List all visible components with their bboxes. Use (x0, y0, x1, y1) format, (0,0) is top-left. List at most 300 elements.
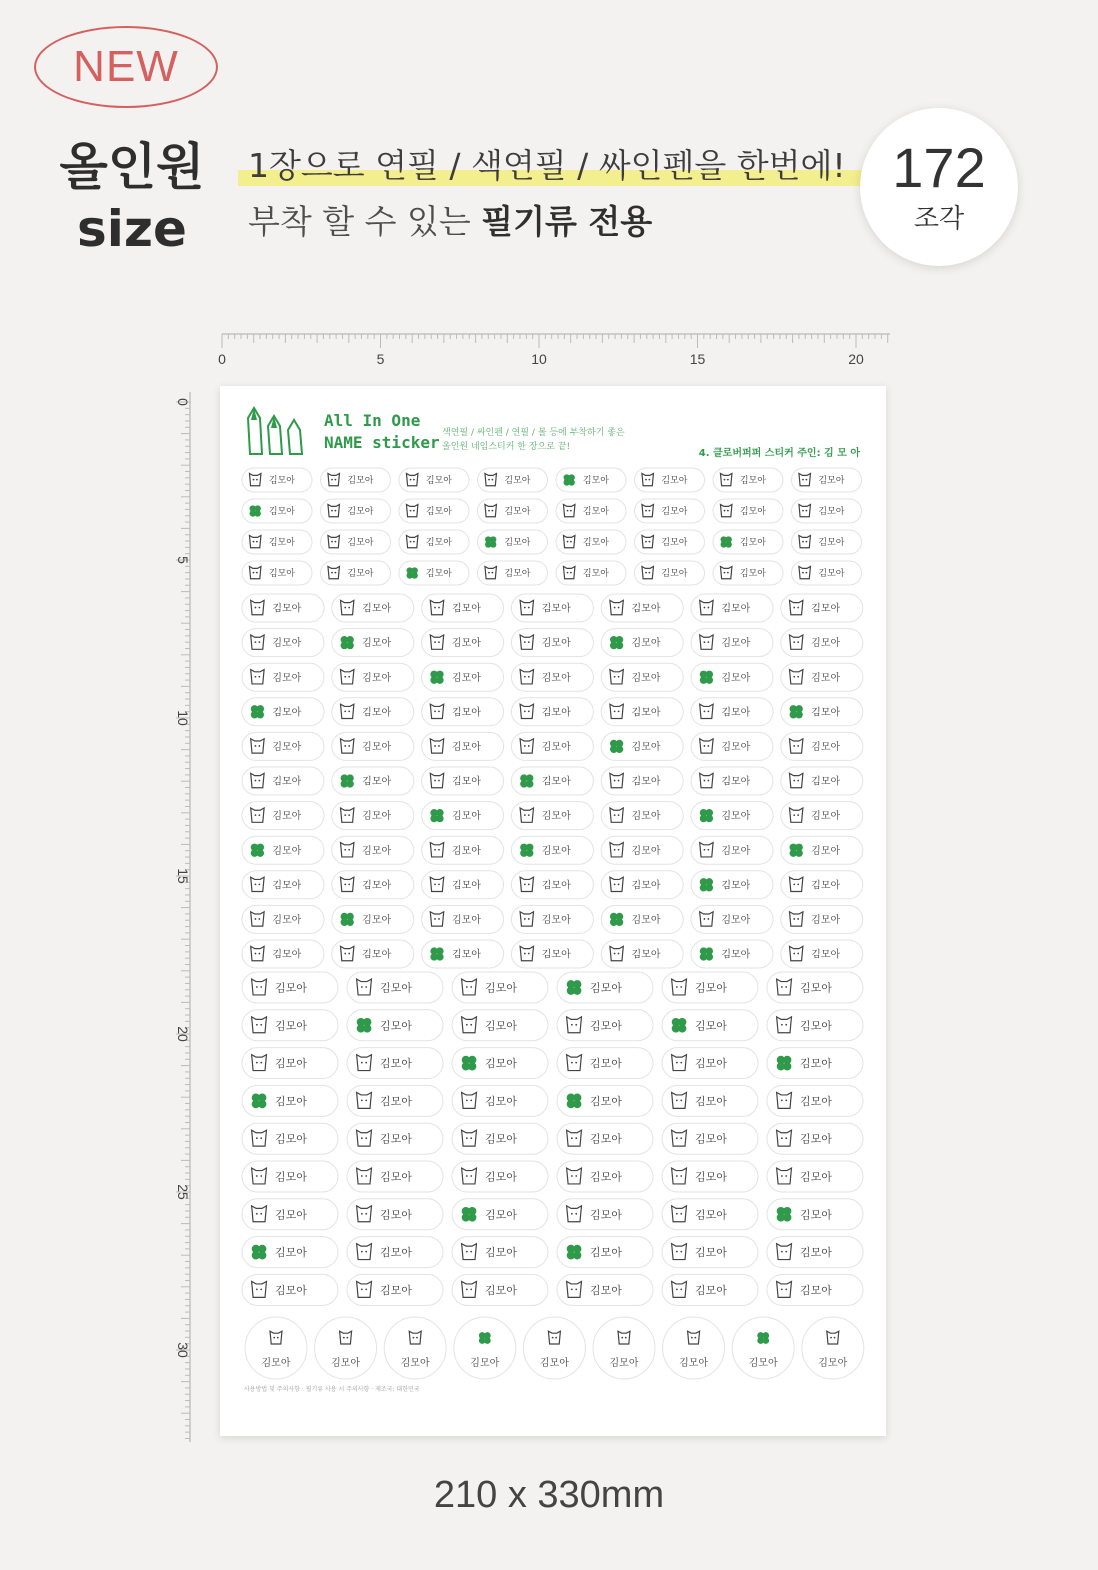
ruler-label: 0 (175, 398, 191, 406)
name-sticker (242, 1048, 338, 1079)
sticker-name-label: 김모아 (541, 707, 571, 719)
sticker-name-label: 김모아 (631, 603, 661, 615)
sticker-name-label: 김모아 (451, 742, 481, 753)
name-sticker (332, 698, 414, 726)
name-sticker (511, 698, 593, 726)
sticker-name-label: 김모아 (799, 1246, 832, 1260)
round-name-sticker (454, 1317, 516, 1379)
name-sticker (452, 1274, 548, 1305)
name-sticker (422, 802, 504, 830)
sticker-name-label: 김모아 (541, 638, 571, 650)
name-sticker (662, 972, 758, 1003)
sticker-name-label: 김모아 (268, 538, 295, 549)
sticker-name-label: 김모아 (541, 672, 571, 684)
sticker-name-label: 김모아 (272, 672, 302, 684)
name-sticker (781, 802, 863, 830)
name-sticker (422, 836, 504, 864)
sticker-name-label: 김모아 (799, 1057, 832, 1071)
name-sticker (242, 499, 312, 523)
name-sticker (242, 767, 324, 795)
name-sticker (242, 732, 324, 760)
sticker-name-label: 김모아 (451, 915, 481, 926)
name-sticker (557, 1010, 653, 1041)
sticker-name-label: 김모아 (661, 476, 688, 487)
name-sticker (242, 905, 324, 933)
sticker-name-label: 김모아 (799, 1094, 832, 1108)
name-sticker (792, 530, 862, 554)
sticker-name-label: 김모아 (268, 507, 295, 518)
sticker-name-label: 김모아 (272, 776, 302, 788)
sheet-footer-text: 사용방법 및 주의사항 · 필기류 사용 시 주의사항 · 제조국: 대한민국 (244, 1386, 420, 1393)
name-sticker (347, 972, 443, 1003)
sticker-name-label: 김모아 (451, 880, 481, 892)
size-heading-line1: 올인원 (59, 138, 205, 196)
name-sticker (781, 940, 863, 968)
round-name-sticker (732, 1317, 794, 1379)
name-sticker (767, 1237, 863, 1268)
name-sticker (662, 1085, 758, 1116)
name-sticker (601, 594, 683, 622)
name-sticker (242, 972, 338, 1003)
sticker-name-label: 김모아 (272, 638, 302, 650)
sticker-name-label: 김모아 (268, 476, 295, 487)
sticker-name-label: 김모아 (504, 569, 531, 580)
name-sticker (691, 905, 773, 933)
sticker-name-label: 김모아 (721, 603, 751, 615)
sticker-name-label: 김모아 (484, 1132, 517, 1146)
name-sticker (321, 499, 391, 523)
round-name-sticker (384, 1317, 446, 1379)
name-sticker (557, 972, 653, 1003)
sticker-name-label: 김모아 (541, 603, 571, 615)
sticker-name-label: 김모아 (274, 1057, 307, 1071)
sticker-name-label: 김모아 (631, 845, 661, 857)
ruler-label: 15 (689, 351, 706, 367)
name-sticker (242, 629, 324, 657)
tagline-line1 (248, 140, 846, 187)
sticker-name-label: 김모아 (362, 742, 392, 753)
name-sticker (635, 499, 705, 523)
name-sticker (511, 905, 593, 933)
name-sticker (557, 1161, 653, 1192)
sticker-name-label: 김모아 (379, 981, 412, 995)
name-sticker (601, 629, 683, 657)
sticker-name-label: 김모아 (799, 981, 832, 995)
sticker-name-label: 김모아 (274, 1132, 307, 1146)
name-sticker (478, 468, 548, 492)
name-sticker (691, 940, 773, 968)
sheet-subtitle-line1: 색연필 / 싸인펜 / 연필 / 볼 등에 부착하기 좋은 (442, 428, 625, 438)
sticker-name-label: 김모아 (694, 1208, 727, 1222)
sticker-name-label: 김모아 (484, 1246, 517, 1260)
sticker-name-label: 김모아 (589, 1019, 622, 1033)
tagline-line2-prefix: 부착 할 수 있는 (248, 202, 482, 241)
name-sticker (662, 1199, 758, 1230)
sheet-owner-caption: 4. 클로버퍼퍼 스티커 주인: 김 모 아 (698, 448, 860, 459)
sticker-name-label: 김모아 (362, 638, 392, 650)
name-sticker (713, 499, 783, 523)
piece-count-badge (860, 108, 1018, 266)
sticker-name-label: 김모아 (721, 776, 751, 788)
sticker-name-label: 김모아 (811, 603, 841, 615)
sticker-name-label: 김모아 (274, 1094, 307, 1108)
sticker-name-label: 김모아 (694, 1283, 727, 1297)
sticker-name-label: 김모아 (811, 672, 841, 684)
name-sticker (452, 1048, 548, 1079)
name-sticker (347, 1048, 443, 1079)
name-sticker (767, 1199, 863, 1230)
name-sticker (792, 499, 862, 523)
horizontal-ruler (218, 330, 894, 374)
name-sticker (691, 871, 773, 899)
name-sticker (452, 1199, 548, 1230)
name-sticker (767, 1123, 863, 1154)
sticker-name-label: 김모아 (799, 1132, 832, 1146)
sticker-name-label: 김모아 (694, 1246, 727, 1260)
sticker-name-label: 김모아 (631, 672, 661, 684)
name-sticker (332, 663, 414, 691)
name-sticker (601, 802, 683, 830)
name-sticker (767, 972, 863, 1003)
sticker-name-label: 김모아 (272, 845, 302, 857)
sticker-name-label: 김모아 (799, 1208, 832, 1222)
name-sticker (242, 940, 324, 968)
round-name-sticker (315, 1317, 377, 1379)
name-sticker (662, 1237, 758, 1268)
round-name-sticker (802, 1317, 864, 1379)
name-sticker (662, 1123, 758, 1154)
name-sticker (511, 871, 593, 899)
sticker-name-label: 김모아 (347, 538, 374, 549)
name-sticker (713, 468, 783, 492)
name-sticker (781, 732, 863, 760)
name-sticker (557, 1085, 653, 1116)
name-sticker (332, 594, 414, 622)
ruler-label: 25 (175, 1184, 191, 1200)
name-sticker (792, 468, 862, 492)
sticker-name-label: 김모아 (541, 776, 571, 788)
sticker-name-label: 김모아 (721, 880, 751, 892)
name-sticker (511, 594, 593, 622)
name-sticker (422, 663, 504, 691)
sticker-name-label: 김모아 (362, 603, 392, 615)
name-sticker (422, 767, 504, 795)
ruler-label: 0 (218, 351, 226, 367)
sticker-name-label: 김모아 (362, 880, 392, 892)
sticker-name-label: 김모아 (721, 742, 751, 753)
ruler-label: 30 (175, 1342, 191, 1358)
sticker-name-label: 김모아 (582, 507, 609, 518)
sticker-name-label: 김모아 (272, 811, 302, 823)
sticker-name-label: 김모아 (379, 1019, 412, 1033)
sticker-name-label: 김모아 (589, 1094, 622, 1108)
name-sticker (242, 802, 324, 830)
sticker-name-label: 김모아 (721, 949, 751, 961)
name-sticker (332, 940, 414, 968)
sticker-name-label: 김모아 (721, 672, 751, 684)
name-sticker (601, 940, 683, 968)
ruler-label: 15 (175, 868, 191, 884)
name-sticker (635, 561, 705, 585)
name-sticker (321, 468, 391, 492)
sticker-name-label: 김모아 (541, 845, 571, 857)
name-sticker (347, 1161, 443, 1192)
name-sticker (332, 802, 414, 830)
name-sticker (242, 1237, 338, 1268)
sticker-name-label: 김모아 (818, 538, 845, 549)
name-sticker (792, 561, 862, 585)
sticker-name-label: 김모아 (274, 1170, 307, 1184)
sticker-name-label: 김모아 (818, 569, 845, 580)
sticker-name-label: 김모아 (811, 811, 841, 823)
sticker-name-label: 김모아 (631, 880, 661, 892)
name-sticker (242, 698, 324, 726)
sticker-name-label: 김모아 (274, 1019, 307, 1033)
sticker-name-label: 김모아 (484, 1283, 517, 1297)
sticker-name-label: 김모아 (451, 776, 481, 788)
ruler-label: 20 (848, 351, 864, 367)
sticker-name-label: 김모아 (694, 1019, 727, 1033)
name-sticker (781, 767, 863, 795)
size-heading-line2: size (77, 200, 187, 258)
sticker-name-label: 김모아 (504, 538, 531, 549)
sticker-name-label: 김모아 (589, 1246, 622, 1260)
name-sticker (767, 1085, 863, 1116)
sticker-name-label: 김모아 (631, 776, 661, 788)
name-sticker (556, 530, 626, 554)
name-sticker (601, 663, 683, 691)
name-sticker (242, 594, 324, 622)
sticker-name-label: 김모아 (362, 776, 392, 788)
name-sticker (511, 629, 593, 657)
sticker-name-label: 김모아 (451, 811, 481, 823)
name-sticker (601, 767, 683, 795)
sticker-name-label: 김모아 (451, 949, 481, 961)
name-sticker (452, 1085, 548, 1116)
sticker-name-label: 김모아 (274, 1246, 307, 1260)
size-heading (52, 136, 212, 260)
name-sticker (691, 629, 773, 657)
name-sticker (452, 972, 548, 1003)
round-name-sticker (523, 1317, 585, 1379)
round-name-sticker (593, 1317, 655, 1379)
sticker-name-label: 김모아 (274, 1208, 307, 1222)
sticker-name-label: 김모아 (739, 569, 766, 580)
sticker-name-label: 김모아 (818, 507, 845, 518)
name-sticker (557, 1199, 653, 1230)
sticker-name-label: 김모아 (799, 1019, 832, 1033)
sticker-name-label: 김모아 (484, 1019, 517, 1033)
sticker-sheet (220, 386, 886, 1436)
sticker-name-label: 김모아 (470, 1358, 500, 1369)
round-name-sticker (245, 1317, 307, 1379)
sticker-name-label: 김모아 (541, 742, 571, 753)
sticker-name-label: 김모아 (425, 476, 452, 487)
name-sticker (347, 1237, 443, 1268)
name-sticker (557, 1274, 653, 1305)
sticker-name-label: 김모아 (425, 507, 452, 518)
name-sticker (242, 871, 324, 899)
sticker-name-label: 김모아 (582, 476, 609, 487)
sticker-name-label: 김모아 (504, 507, 531, 518)
sticker-name-label: 김모아 (609, 1358, 639, 1369)
name-sticker (347, 1274, 443, 1305)
sticker-name-label: 김모아 (504, 476, 531, 487)
name-sticker (601, 905, 683, 933)
tagline-line2 (248, 196, 652, 243)
name-sticker (691, 836, 773, 864)
name-sticker (422, 905, 504, 933)
piece-count-unit: 조각 (913, 204, 965, 234)
sticker-name-label: 김모아 (739, 507, 766, 518)
sticker-name-label: 김모아 (631, 915, 661, 926)
name-sticker (511, 940, 593, 968)
tagline-line2-bold: 필기류 전용 (481, 202, 653, 241)
sticker-name-label: 김모아 (694, 1094, 727, 1108)
sheet-subtitle-line2: 올인원 네임스티커 한 장으로 끝! (442, 442, 571, 452)
sticker-name-label: 김모아 (272, 880, 302, 892)
name-sticker (422, 594, 504, 622)
sticker-name-label: 김모아 (451, 603, 481, 615)
ruler-label: 10 (175, 710, 191, 726)
sticker-name-label: 김모아 (679, 1358, 709, 1369)
name-sticker (601, 871, 683, 899)
sticker-name-label: 김모아 (451, 845, 481, 857)
sticker-name-label: 김모아 (362, 672, 392, 684)
sticker-name-label: 김모아 (799, 1170, 832, 1184)
name-sticker (557, 1237, 653, 1268)
sticker-name-label: 김모아 (541, 880, 571, 892)
name-sticker (511, 767, 593, 795)
name-sticker (242, 663, 324, 691)
sticker-name-label: 김모아 (274, 1283, 307, 1297)
sticker-name-label: 김모아 (582, 569, 609, 580)
name-sticker (347, 1199, 443, 1230)
sticker-name-label: 김모아 (347, 507, 374, 518)
sticker-name-label: 김모아 (268, 569, 295, 580)
sticker-name-label: 김모아 (748, 1358, 778, 1369)
ruler-label: 5 (175, 556, 191, 564)
name-sticker (332, 732, 414, 760)
name-sticker (556, 468, 626, 492)
sticker-name-label: 김모아 (721, 845, 751, 857)
name-sticker (781, 629, 863, 657)
name-sticker (691, 663, 773, 691)
sticker-name-label: 김모아 (379, 1208, 412, 1222)
sticker-name-label: 김모아 (739, 476, 766, 487)
name-sticker (242, 530, 312, 554)
name-sticker (242, 1123, 338, 1154)
name-sticker (713, 530, 783, 554)
sticker-name-label: 김모아 (379, 1094, 412, 1108)
name-sticker (635, 530, 705, 554)
sticker-name-label: 김모아 (451, 707, 481, 719)
name-sticker (478, 530, 548, 554)
name-sticker (321, 561, 391, 585)
sticker-name-label: 김모아 (400, 1358, 430, 1369)
name-sticker (781, 698, 863, 726)
sticker-name-label: 김모아 (811, 845, 841, 857)
sticker-name-label: 김모아 (272, 603, 302, 615)
sticker-grid (220, 386, 886, 1436)
sticker-name-label: 김모아 (694, 1057, 727, 1071)
sticker-name-label: 김모아 (589, 1208, 622, 1222)
sticker-name-label: 김모아 (261, 1358, 291, 1369)
name-sticker (781, 663, 863, 691)
name-sticker (242, 1010, 338, 1041)
name-sticker (399, 561, 469, 585)
sticker-name-label: 김모아 (362, 811, 392, 823)
name-sticker (635, 468, 705, 492)
name-sticker (452, 1161, 548, 1192)
sticker-name-label: 김모아 (541, 811, 571, 823)
sticker-name-label: 김모아 (631, 638, 661, 650)
name-sticker (691, 698, 773, 726)
sticker-name-label: 김모아 (739, 538, 766, 549)
name-sticker (332, 905, 414, 933)
sticker-name-label: 김모아 (347, 476, 374, 487)
sticker-name-label: 김모아 (272, 707, 302, 719)
sticker-name-label: 김모아 (484, 1208, 517, 1222)
tagline-line1-text: 1장으로 연필 / 색연필 / 싸인펜을 한번에! (248, 146, 846, 185)
piece-count-number: 172 (892, 136, 986, 199)
sticker-name-label: 김모아 (451, 638, 481, 650)
name-sticker (557, 1048, 653, 1079)
sticker-name-label: 김모아 (362, 915, 392, 926)
sticker-name-label: 김모아 (721, 811, 751, 823)
name-sticker (422, 940, 504, 968)
sticker-name-label: 김모아 (811, 742, 841, 753)
name-sticker (332, 871, 414, 899)
name-sticker (713, 561, 783, 585)
sticker-name-label: 김모아 (274, 981, 307, 995)
name-sticker (478, 499, 548, 523)
name-sticker (767, 1161, 863, 1192)
sticker-name-label: 김모아 (589, 1170, 622, 1184)
sticker-name-label: 김모아 (379, 1132, 412, 1146)
sheet-dimensions: 210 x 330mm (433, 1474, 665, 1516)
name-sticker (399, 530, 469, 554)
name-sticker (452, 1237, 548, 1268)
sticker-name-label: 김모아 (589, 981, 622, 995)
name-sticker (511, 732, 593, 760)
name-sticker (767, 1048, 863, 1079)
name-sticker (557, 1123, 653, 1154)
sticker-name-label: 김모아 (631, 707, 661, 719)
sheet-title-line1: All In One (324, 411, 421, 430)
sticker-name-label: 김모아 (362, 845, 392, 857)
sticker-name-label: 김모아 (379, 1283, 412, 1297)
name-sticker (321, 530, 391, 554)
sticker-name-label: 김모아 (272, 742, 302, 753)
name-sticker (691, 594, 773, 622)
sticker-name-label: 김모아 (631, 949, 661, 961)
name-sticker (781, 594, 863, 622)
new-badge: NEW (34, 26, 218, 108)
name-sticker (422, 732, 504, 760)
name-sticker (691, 802, 773, 830)
sticker-name-label: 김모아 (811, 880, 841, 892)
vertical-ruler (150, 392, 194, 1444)
name-sticker (478, 561, 548, 585)
sticker-name-label: 김모아 (272, 915, 302, 926)
sticker-name-label: 김모아 (425, 569, 452, 580)
sheet-title-line2: NAME sticker (324, 433, 440, 452)
sticker-name-label: 김모아 (694, 1132, 727, 1146)
name-sticker (662, 1010, 758, 1041)
name-sticker (422, 629, 504, 657)
sticker-name-label: 김모아 (484, 1094, 517, 1108)
